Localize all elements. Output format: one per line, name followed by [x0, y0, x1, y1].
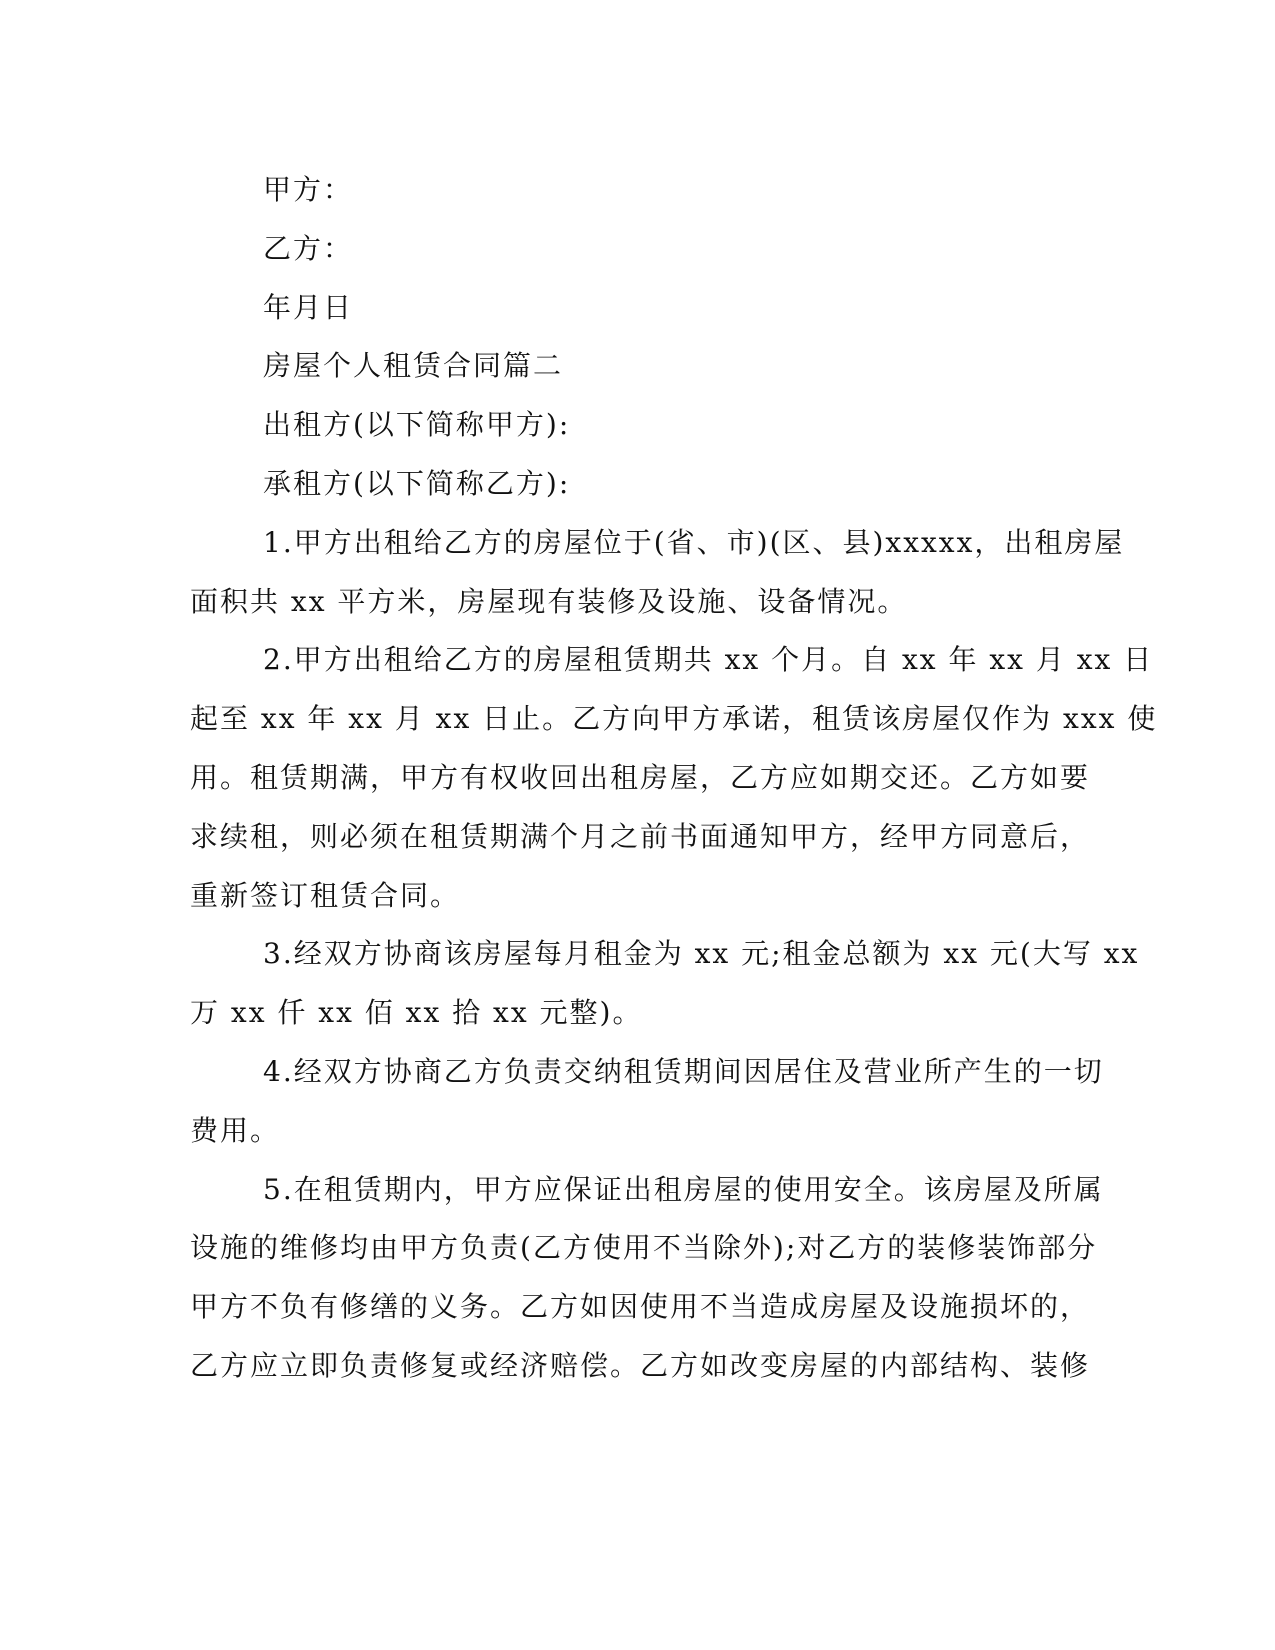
clause-4-line-1: 4.经双方协商乙方负责交纳租赁期间因居住及营业所产生的一切	[263, 1054, 1104, 1088]
clause-5-line-1: 5.在租赁期内，甲方应保证出租房屋的使用安全。该房屋及所属	[263, 1172, 1104, 1206]
lessee-line: 承租方(以下简称乙方):	[263, 466, 571, 500]
party-a-line: 甲方：	[263, 173, 354, 206]
clause-2-line-4: 求续租，则必须在租赁期满个月之前书面通知甲方，经甲方同意后，	[190, 819, 1091, 853]
party-b-line: 乙方：	[263, 231, 354, 265]
date-line: 年月日	[263, 290, 354, 324]
clause-2-line-5: 重新签订租赁合同。	[190, 878, 461, 912]
clause-5-line-3: 甲方不负有修缮的义务。乙方如因使用不当造成房屋及设施损坏的，	[190, 1290, 1091, 1324]
clause-5-line-4: 乙方应立即负责修复或经济赔偿。乙方如改变房屋的内部结构、装修	[190, 1348, 1091, 1382]
clause-3-line-1: 3.经双方协商该房屋每月租金为 xx 元;租金总额为 xx 元(大写 xx	[263, 937, 1140, 971]
clause-2-line-1: 2.甲方出租给乙方的房屋租赁期共 xx 个月。自 xx 年 xx 月 xx 日	[263, 643, 1154, 677]
section-title: 房屋个人租赁合同篇二	[263, 349, 564, 383]
clause-4-line-2: 费用。	[190, 1113, 281, 1147]
clause-1-line-1: 1.甲方出租给乙方的房屋位于(省、市)(区、县)xxxxx，出租房屋	[263, 525, 1125, 559]
clause-2-line-2: 起至 xx 年 xx 月 xx 日止。乙方向甲方承诺，租赁该房屋仅作为 xxx 使	[190, 702, 1158, 736]
clause-2-line-3: 用。租赁期满，甲方有权收回出租房屋，乙方应如期交还。乙方如要	[190, 760, 1091, 794]
contract-text	[190, 161, 1158, 1396]
clause-3-line-2: 万 xx 仟 xx 佰 xx 拾 xx 元整)。	[190, 996, 643, 1030]
clause-1-line-2: 面积共 xx 平方米，房屋现有装修及设施、设备情况。	[190, 584, 908, 618]
lessor-line: 出租方(以下简称甲方):	[263, 408, 571, 442]
clause-5-line-2: 设施的维修均由甲方负责(乙方使用不当除外);对乙方的装修装饰部分	[190, 1231, 1098, 1265]
